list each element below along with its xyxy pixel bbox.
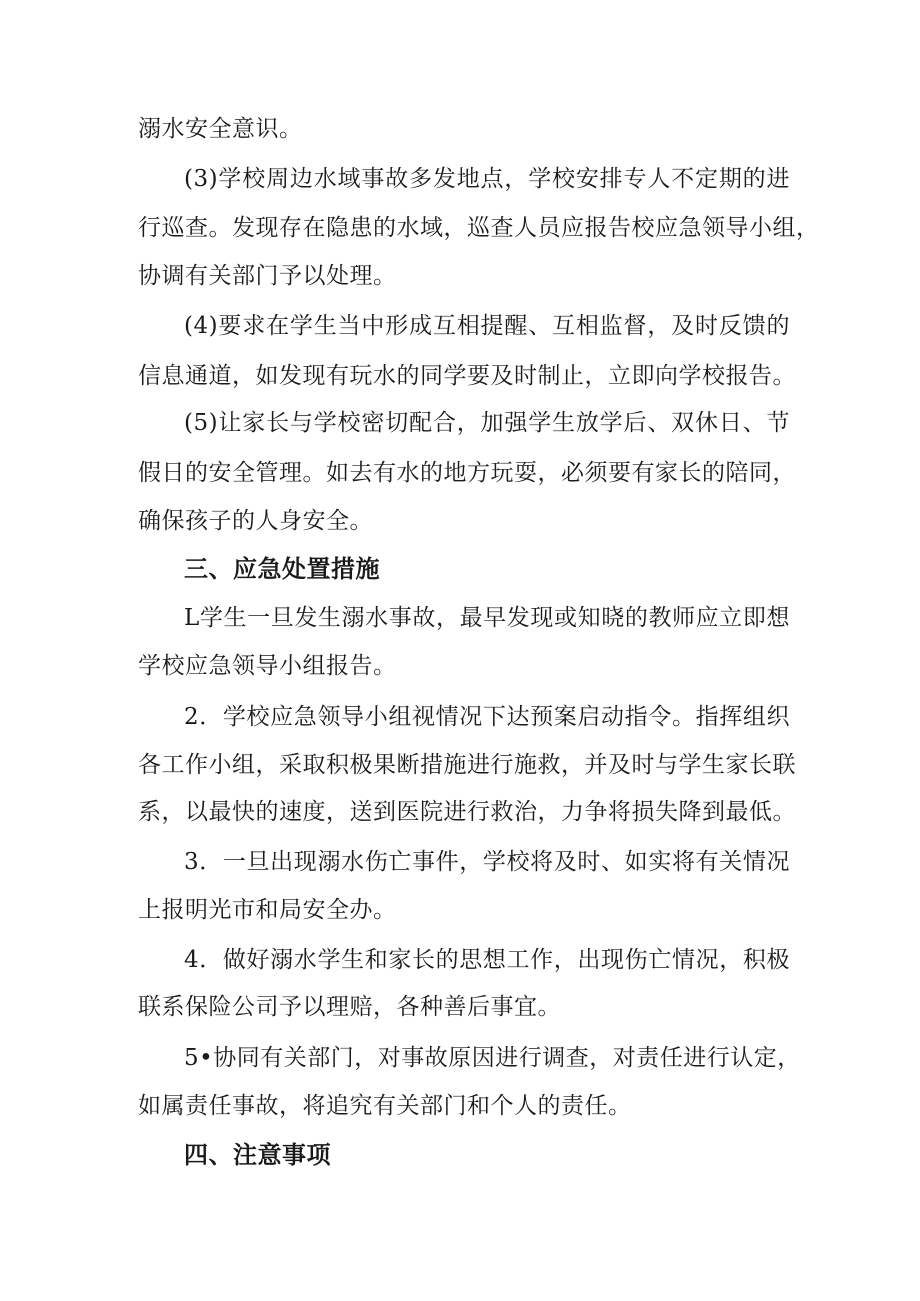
text-line: 系，以最快的速度，送到医院进行救治，力争将损失降到最低。 (138, 799, 796, 825)
text-line: 假日的安全管理。如去有水的地方玩耍，必须要有家长的陪同， (138, 460, 796, 486)
text-line: L学生一旦发生溺水事故，最早发现或知晓的教师应立即想 (184, 605, 790, 631)
text-line: 联系保险公司予以理赔，各种善后事宜。 (138, 994, 561, 1020)
text-line: 协调有关部门予以处理。 (138, 263, 397, 289)
text-line: 5•协同有关部门，对事故原因进行调查，对责任进行认定， (184, 1045, 801, 1071)
text-line: (3)学校周边水域事故多发地点，学校安排专人不定期的进 (184, 166, 790, 192)
text-line: 信息通道，如发现有玩水的同学要及时制止，立即向学校报告。 (138, 363, 796, 389)
text-line: (5)让家长与学校密切配合，加强学生放学后、双休日、节 (184, 410, 790, 436)
text-line: 溺水安全意识。 (138, 116, 303, 142)
section-heading: 三、应急处置措施 (184, 555, 380, 583)
text-line: 行巡查。发现存在隐患的水域，巡查人员应报告校应急领导小组， (138, 215, 820, 241)
text-line: 确保孩子的人身安全。 (138, 508, 373, 534)
text-line: 4．做好溺水学生和家长的思想工作，出现伤亡情况，积极 (184, 947, 790, 973)
text-line: (4)要求在学生当中形成互相提醒、互相监督，及时反馈的 (184, 313, 790, 339)
text-line: 3．一旦出现溺水伤亡事件，学校将及时、如实将有关情况 (184, 849, 790, 875)
text-line: 各工作小组，采取积极果断措施进行施救，并及时与学生家长联 (138, 752, 796, 778)
text-line: 如属责任事故，将追究有关部门和个人的责任。 (138, 1093, 632, 1119)
text-line: 上报明光市和局安全办。 (138, 897, 397, 923)
text-line: 学校应急领导小组报告。 (138, 653, 397, 679)
text-line: 2．学校应急领导小组视情况下达预案启动指令。指挥组织 (184, 704, 790, 730)
section-heading: 四、注意事项 (184, 1141, 331, 1169)
